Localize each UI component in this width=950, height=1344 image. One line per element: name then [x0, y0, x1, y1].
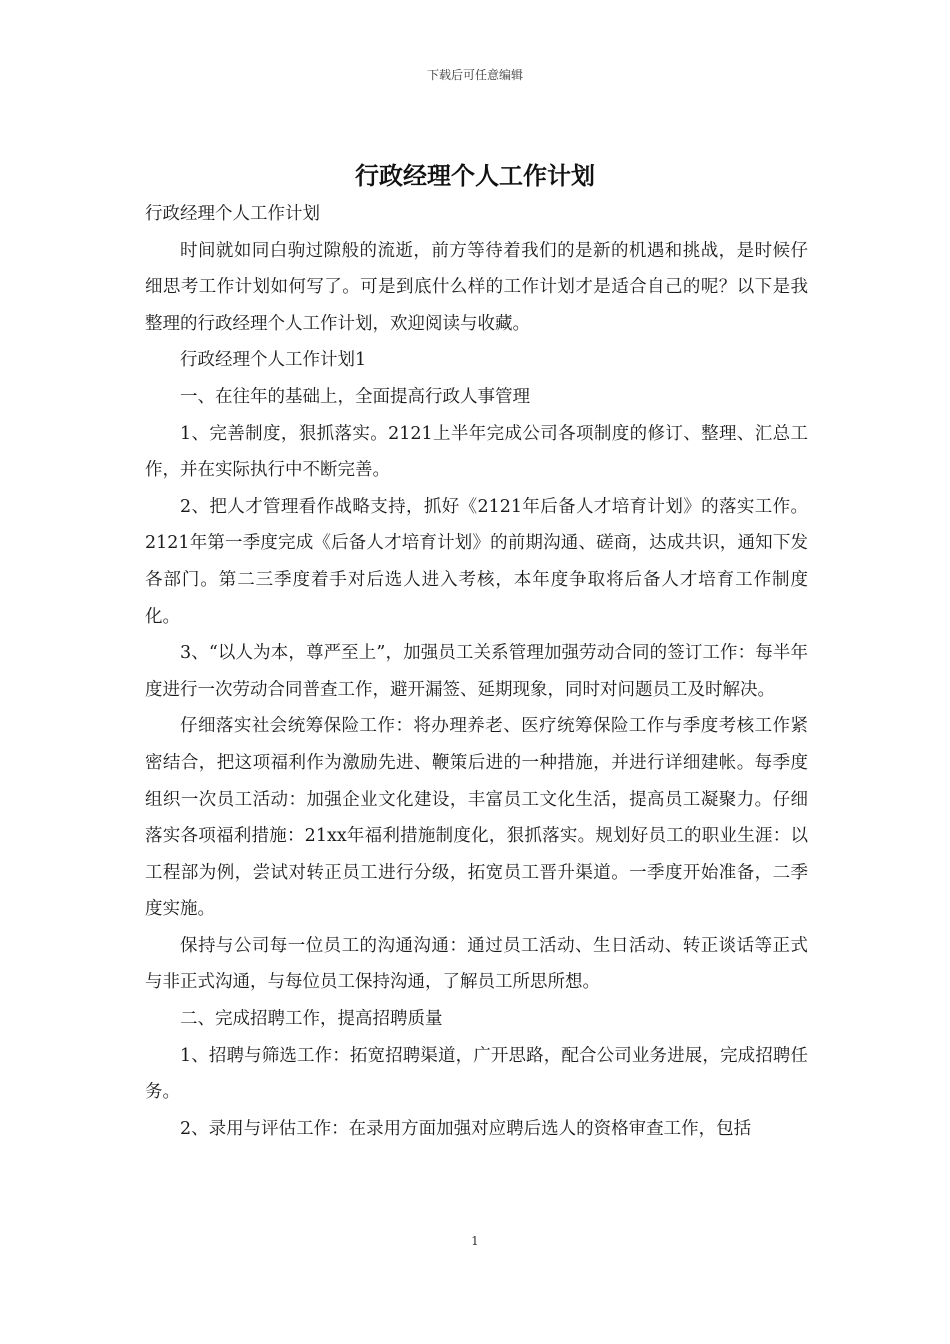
document-body — [145, 196, 808, 1147]
body-paragraph: 保持与公司每一位员工的沟通沟通：通过员工活动、生日活动、转正谈话等正式与非正式沟通，与每位员工保持沟通，了解员工所思所想。 — [145, 935, 808, 993]
body-paragraph: 2、把人才管理看作战略支持，抓好《2121年后备人才培育计划》的落实工作。2121年第一季度完成《后备人才培育计划》的前期沟通、磋商，达成共识，通知下发各部门。第二三季度着手对后选人进入考核，本年度争取将后备人才培育工作制度化。 — [145, 496, 808, 627]
body-paragraph: 3、“以人为本，尊严至上”，加强员工关系管理加强劳动合同的签订工作：每半年度进行一次劳动合同普查工作，避开漏签、延期现象，同时对问题员工及时解决。 — [145, 643, 808, 700]
section-heading: 二、完成招聘工作，提高招聘质量 — [180, 1009, 443, 1030]
subtitle-paragraph: 行政经理个人工作计划 — [145, 204, 320, 224]
page-number: 1 — [471, 1234, 479, 1248]
body-paragraph: 仔细落实社会统筹保险工作：将办理养老、医疗统筹保险工作与季度考核工作紧密结合，把这项福利作为激励先进、鞭策后进的一种措施，并进行详细建帐。每季度组织一次员工活动：加强企业文化建设，丰富员工文化生活，提高员工凝聚力。仔细落实各项福利措施：21xx年福利措施制度化，狠抓落实。规划好员工的职业生涯：以工程部为例，尝试对转正员工进行分级，拓宽员工晋升渠道。一季度开始准备，二季度实施。 — [145, 716, 808, 920]
section-heading: 一、在往年的基础上，全面提高行政人事管理 — [180, 386, 530, 407]
section-heading: 行政经理个人工作计划1 — [180, 350, 367, 371]
body-paragraph: 时间就如同白驹过隙般的流逝，前方等待着我们的是新的机遇和挑战，是时候仔细思考工作计划如何写了。可是到底什么样的工作计划才是适合自己的呢？以下是我整理的行政经理个人工作计划，欢迎阅读与收藏。 — [145, 240, 808, 334]
page-header: 下载后可任意编辑 — [426, 68, 523, 82]
body-paragraph: 2、录用与评估工作：在录用方面加强对应聘后选人的资格审查工作，包括 — [180, 1118, 752, 1139]
document-title: 行政经理个人工作计划 — [355, 161, 595, 190]
body-paragraph: 1、完善制度，狠抓落实。2121上半年完成公司各项制度的修订、整理、汇总工作，并在实际执行中不断完善。 — [145, 423, 808, 481]
body-paragraph: 1、招聘与筛选工作：拓宽招聘渠道，广开思路，配合公司业务进展，完成招聘任务。 — [145, 1045, 808, 1103]
